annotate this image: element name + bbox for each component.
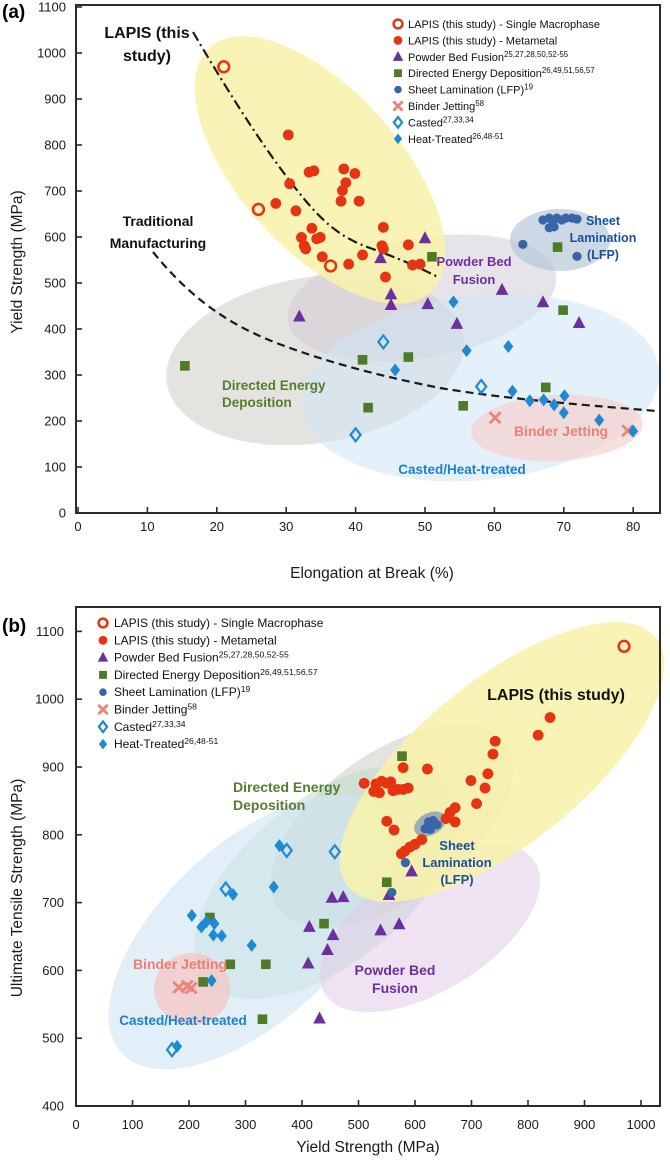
y-tick-label: 100	[44, 459, 66, 475]
y-tick-label: 1000	[37, 45, 66, 61]
open-diamond-marker	[394, 117, 402, 128]
casted-heat-treated-label	[119, 1013, 247, 1028]
circle-marker	[306, 223, 317, 234]
square-marker	[553, 242, 563, 252]
square-marker	[541, 383, 551, 393]
x-tick-label: 40	[348, 519, 363, 534]
legend-label: Casted$^{27,33,34}$	[408, 115, 474, 130]
circle-marker	[401, 858, 410, 867]
circle-marker	[283, 129, 294, 140]
legend-item	[394, 132, 504, 146]
y-axis-title: Yield Strength (MPa)	[9, 190, 26, 334]
legend-label: LAPIS (this study) - Metametal	[114, 633, 277, 648]
circle-marker	[403, 239, 414, 250]
panel-b	[9, 574, 670, 1156]
legend-item	[99, 719, 186, 734]
panel-a	[9, 0, 669, 582]
legend	[393, 19, 600, 146]
x-tick-label: 900	[573, 1117, 596, 1132]
traditional-manufacturing-label-line: Traditional	[122, 213, 194, 229]
x-axis	[72, 1100, 655, 1156]
circle-marker	[354, 196, 365, 207]
legend-item	[99, 736, 219, 751]
circle-marker	[572, 252, 581, 261]
traditional-manufacturing-label-line: Manufacturing	[109, 235, 207, 251]
square-marker	[99, 671, 107, 679]
circle-marker	[343, 259, 354, 270]
y-tick-label: 0	[58, 505, 66, 521]
y-tick-label: 200	[44, 413, 66, 429]
ded-label-line: Directed Energy	[233, 779, 341, 795]
lapis-label-line: study)	[123, 48, 171, 65]
circle-marker	[311, 233, 322, 244]
diamond-marker	[99, 739, 107, 750]
circle-marker	[270, 198, 281, 209]
triangle-marker	[98, 652, 108, 662]
ded-label-line: Deposition	[233, 797, 306, 813]
circle-marker	[518, 240, 527, 249]
y-axis-title: Ultimate Tensile Strength (MPa)	[9, 778, 26, 998]
legend-label: Binder Jetting$^{58}$	[408, 99, 485, 113]
x-marker	[99, 706, 107, 714]
binder-jetting-label	[133, 956, 227, 972]
y-tick-label: 1100	[38, 0, 66, 15]
circle-marker	[99, 636, 108, 645]
x-tick-label: 500	[347, 1117, 370, 1132]
circle-marker	[357, 250, 368, 261]
x-axis-title: Yield Strength (MPa)	[296, 1139, 440, 1156]
y-tick-label: 400	[44, 321, 66, 337]
y-axis	[9, 624, 82, 1114]
y-tick-label: 600	[42, 962, 64, 978]
legend-label: Powder Bed Fusion$^{25,27,28,50,52-55}$	[408, 49, 569, 64]
x-tick-label: 30	[278, 519, 294, 534]
square-marker	[458, 401, 468, 411]
legend-item	[99, 616, 324, 630]
circle-marker	[300, 244, 311, 255]
legend-item	[394, 115, 474, 129]
legend-item	[393, 50, 569, 64]
legend-item	[394, 19, 600, 31]
circle-marker	[380, 272, 391, 283]
sheet-lamination-label-line: Lamination	[422, 855, 492, 870]
x-tick-label: 200	[178, 1117, 200, 1132]
square-marker	[363, 403, 373, 413]
square-marker	[427, 252, 437, 262]
x-tick-label: 60	[487, 519, 502, 534]
legend-label: Powder Bed Fusion$^{25,27,28,50,52-55}$	[114, 649, 289, 665]
circle-marker	[381, 816, 392, 827]
binder-jetting-label	[514, 423, 608, 439]
traditional-manufacturing-label	[110, 213, 206, 251]
sheet-lamination-label-line: Sheet	[585, 214, 621, 228]
circle-marker	[378, 244, 389, 255]
circle-marker	[317, 251, 328, 262]
circle-marker	[284, 178, 295, 189]
x-tick-label: 70	[556, 519, 572, 534]
circle-marker	[471, 798, 482, 809]
square-marker	[558, 305, 568, 315]
legend-label: Casted$^{27,33,34}$	[114, 718, 186, 734]
ded-label-line: Directed Energy	[222, 378, 326, 393]
circle-marker	[450, 817, 461, 828]
circle-marker	[426, 825, 435, 834]
y-tick-label: 700	[44, 183, 66, 199]
square-marker	[358, 355, 368, 365]
y-tick-label: 300	[44, 367, 66, 383]
legend-label: Heat-Treated$^{26,48-51}$	[408, 131, 504, 146]
y-tick-label: 500	[42, 1030, 64, 1046]
legend-label: LAPIS (this study) - Single Macrophase	[408, 19, 600, 31]
y-tick-label: 1000	[35, 691, 64, 707]
legend-item	[99, 702, 197, 717]
lapis-label-line: LAPIS (this study)	[487, 687, 625, 704]
sheet-lamination-label-line: Lamination	[569, 231, 637, 245]
casted-heat-treated-label-line: Casted/Heat-treated	[398, 462, 526, 477]
casted-heat-treated-label-line: Casted/Heat-treated	[119, 1013, 247, 1028]
y-tick-label: 900	[44, 91, 66, 107]
legend-label: Binder Jetting$^{58}$	[114, 701, 197, 717]
sheet-lamination-label-line: (LFP)	[587, 248, 619, 262]
y-tick-label: 700	[42, 895, 64, 911]
x-tick-label: 300	[234, 1117, 257, 1132]
circle-marker	[389, 825, 400, 836]
legend-label: LAPIS (this study) - Single Macrophase	[114, 616, 324, 630]
legend-label: Directed Energy Deposition$^{26,49,51,56,57}$	[408, 66, 595, 81]
lapis-label	[487, 687, 625, 704]
legend-item	[394, 35, 558, 47]
circle-marker	[403, 783, 414, 794]
x-tick-label: 0	[74, 519, 82, 534]
legend	[98, 616, 324, 751]
circle-marker	[359, 778, 370, 789]
x-tick-label: 10	[140, 519, 155, 534]
x-tick-label: 50	[417, 519, 433, 534]
legend-label: Heat-Treated$^{26,48-51}$	[114, 736, 219, 752]
circle-marker	[398, 762, 409, 773]
legend-label: Sheet Lamination (LFP)$^{19}$	[114, 684, 251, 700]
powder-bed-fusion-label-line: Powder Bed	[436, 254, 512, 269]
circle-marker	[378, 222, 389, 233]
circle-marker	[304, 167, 315, 178]
circle-marker	[490, 736, 501, 747]
ded-label-line: Deposition	[222, 395, 292, 410]
triangle-marker	[313, 1011, 326, 1023]
circle-marker	[549, 222, 558, 231]
y-tick-label: 800	[44, 137, 66, 153]
x-tick-label: 20	[209, 519, 225, 534]
x-marker	[394, 102, 402, 110]
square-marker	[319, 919, 329, 929]
legend-item	[394, 99, 484, 113]
circle-marker	[99, 688, 107, 696]
circle-marker	[488, 749, 499, 760]
circle-marker	[466, 775, 477, 786]
legend-item	[99, 667, 318, 682]
lapis-label	[104, 25, 189, 65]
legend-label: Directed Energy Deposition$^{26,49,51,56,57}$	[114, 666, 318, 682]
square-marker	[198, 977, 208, 987]
square-marker	[404, 352, 414, 362]
legend-label: Sheet Lamination (LFP)$^{19}$	[408, 82, 533, 97]
circle-marker	[480, 783, 491, 794]
circle-marker	[338, 164, 349, 175]
legend-item	[394, 83, 533, 97]
lapis-label-line: LAPIS (this	[104, 25, 190, 42]
y-tick-label: 600	[44, 229, 66, 245]
x-tick-label: 600	[404, 1117, 426, 1132]
sheet-lamination-label-line: Sheet	[439, 838, 475, 853]
circle-marker	[336, 196, 347, 207]
square-marker	[258, 1014, 268, 1024]
legend-item	[99, 684, 250, 699]
circle-marker	[387, 888, 396, 897]
legend-item	[394, 66, 595, 80]
binder-jetting-label-line: Binder Jetting	[513, 423, 609, 439]
circle-marker	[337, 185, 348, 196]
circle-marker	[422, 764, 433, 775]
y-tick-label: 900	[42, 759, 64, 775]
x-tick-label: 700	[460, 1117, 483, 1132]
circle-marker	[482, 768, 493, 779]
open-circle-marker	[99, 619, 108, 628]
x-axis	[74, 507, 640, 582]
y-tick-label: 500	[44, 275, 66, 291]
circle-marker	[374, 787, 385, 798]
circle-marker	[533, 730, 544, 741]
square-marker	[180, 361, 190, 371]
open-circle-marker	[394, 20, 403, 29]
circle-marker	[394, 86, 402, 94]
circle-marker	[545, 712, 556, 723]
x-tick-label: 100	[121, 1117, 144, 1132]
circle-marker	[291, 205, 302, 216]
square-marker	[397, 751, 407, 761]
x-tick-label: 0	[72, 1117, 80, 1132]
panel-a-letter: (a)	[2, 2, 26, 23]
panel-b-letter: (b)	[2, 616, 27, 637]
circle-marker	[407, 260, 418, 271]
square-marker	[382, 877, 392, 887]
legend-label: LAPIS (this study) - Metametal	[408, 35, 558, 48]
square-marker	[261, 959, 271, 969]
circle-marker	[350, 168, 361, 179]
triangle-marker	[393, 51, 403, 61]
circle-marker	[572, 214, 581, 223]
powder-bed-fusion-label-line: Fusion	[372, 980, 418, 996]
y-tick-label: 1100	[36, 623, 64, 639]
circle-marker	[396, 848, 407, 859]
powder-bed-fusion-label-line: Fusion	[452, 272, 496, 287]
binder-jetting-label-line: Binder Jetting	[132, 956, 228, 972]
square-marker	[394, 69, 402, 77]
y-tick-label: 400	[42, 1098, 64, 1114]
x-tick-label: 1000	[626, 1117, 656, 1132]
legend-item	[99, 633, 277, 647]
sheet-lamination-label-line: (LFP)	[440, 872, 474, 887]
x-tick-label: 400	[291, 1117, 313, 1132]
circle-marker	[394, 36, 403, 45]
x-tick-label: 80	[625, 519, 641, 534]
casted-heat-treated-label	[398, 462, 526, 477]
x-tick-label: 800	[517, 1117, 539, 1132]
open-diamond-marker	[99, 721, 107, 732]
powder-bed-fusion-label-line: Powder Bed	[354, 962, 436, 978]
y-axis	[9, 0, 82, 521]
x-axis-title: Elongation at Break (%)	[290, 565, 454, 582]
y-tick-label: 800	[42, 827, 64, 843]
legend-item	[98, 650, 289, 665]
